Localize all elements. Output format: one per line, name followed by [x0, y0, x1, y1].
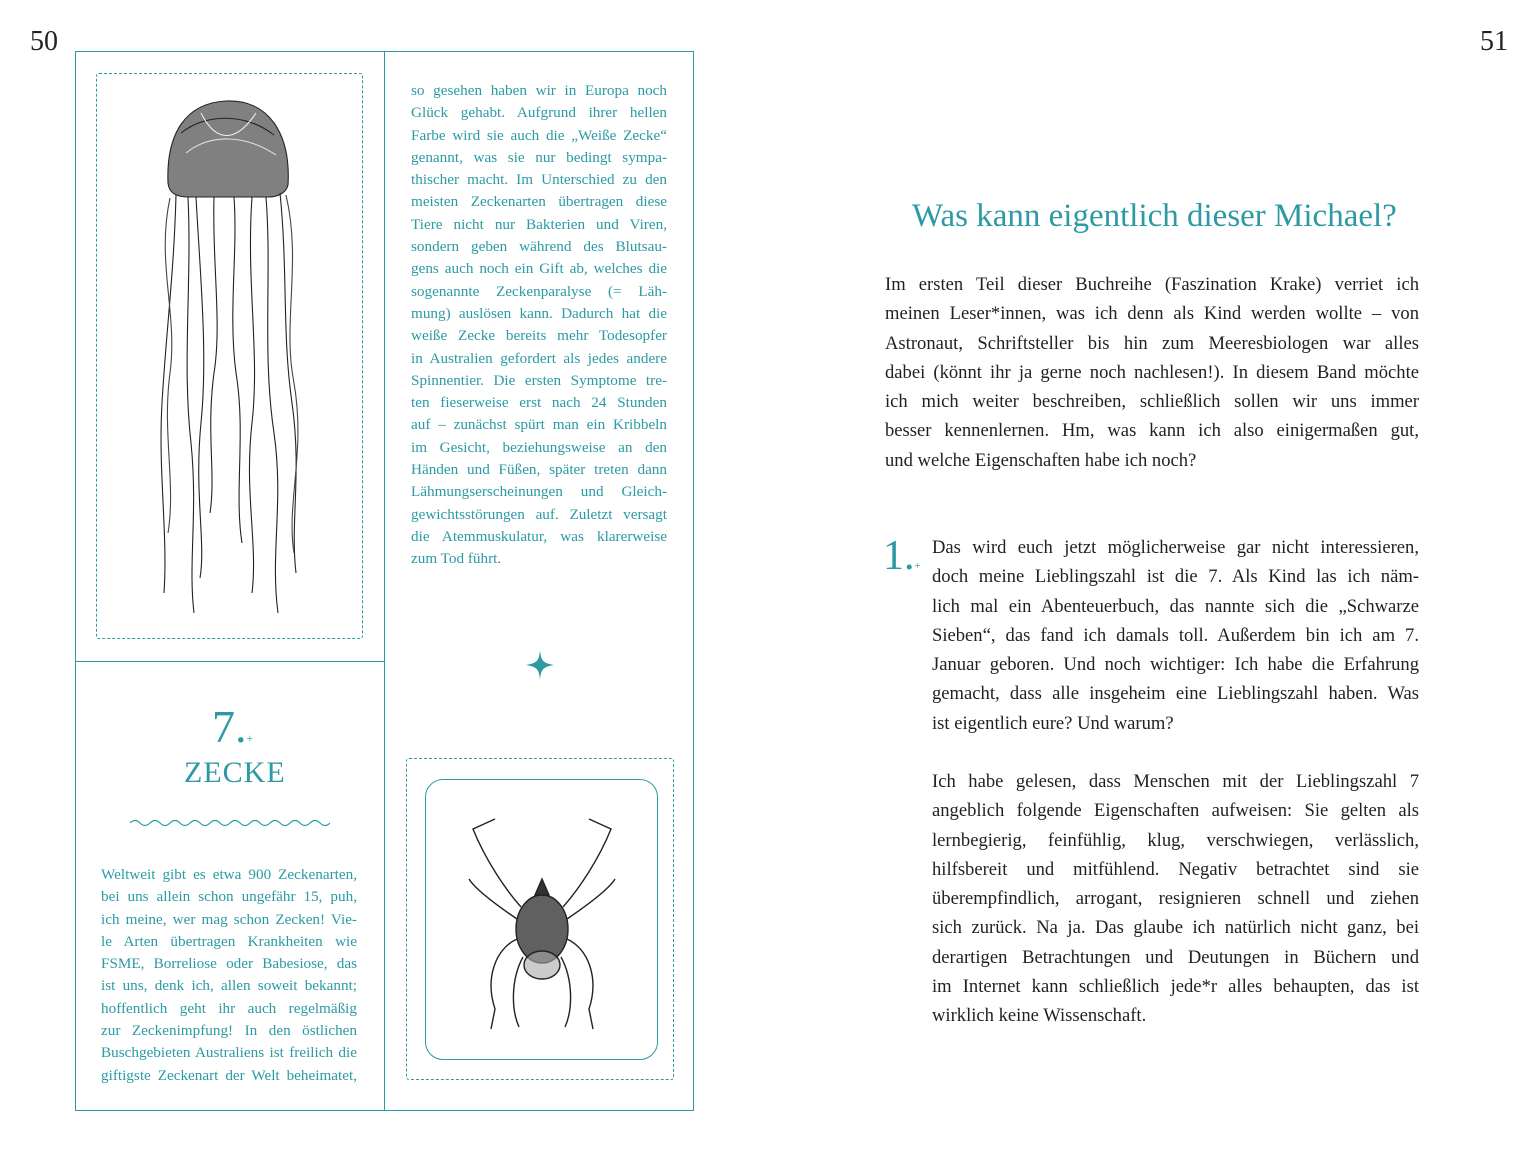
text-line: sondern geben während des Blutsau-: [411, 238, 667, 256]
text-line: ist eigentlich eure? Und warum?: [932, 712, 1174, 734]
page-number-right: 51: [1480, 26, 1508, 57]
text-line: bei uns allein schon ungefähr 15, puh,: [101, 888, 357, 906]
text-line: Farbe wird sie auch die „Weiße Zecke“: [411, 126, 667, 144]
text-line: in Australien gefordert als jedes andere: [411, 349, 667, 367]
text-line: und welche Eigenschaften habe ich noch?: [885, 449, 1197, 471]
text-line: giftigste Zeckenart der Welt beheimatet,: [101, 1066, 357, 1084]
text-line: le Arten übertragen Krankheiten wie: [101, 932, 357, 950]
text-line: ten fieserweise erst nach 24 Stunden: [411, 394, 667, 412]
text-line: mung) auslösen kann. Dadurch hat die: [411, 304, 667, 322]
list-item-number: 1.+: [883, 533, 921, 579]
text-line: Sieben“, das fand ich damals toll. Außerdem bin ich am 7.: [932, 624, 1419, 646]
text-line: Tiere nicht nur Bakterien und Viren,: [411, 215, 667, 233]
text-line: besser kennenlernen. Hm, was kann ich also einigermaßen gut,: [885, 420, 1419, 442]
intro-paragraph: [885, 270, 1419, 475]
text-line: doch meine Lieblingszahl ist die 7. Als Kind las ich näm-: [932, 566, 1419, 588]
wavy-divider: [130, 818, 330, 828]
text-line: ist uns, denk ich, allen soweit bekannt;: [101, 977, 357, 995]
text-line: gemacht, dass alle insgeheim eine Lieblingszahl haben. Was: [932, 683, 1419, 705]
text-line: Das wird euch jetzt möglicherweise gar nicht interessieren,: [932, 537, 1419, 558]
column-divider: [384, 51, 385, 1111]
text-line: überempfindlich, arrogant, resignieren schnell und ziehen: [932, 888, 1419, 910]
text-line: Händen und Füßen, später treten dann: [411, 461, 667, 479]
text-line: genannt, was sie nur bedingt sympa-: [411, 148, 667, 166]
text-line: im Internet kann schließlich jede*r alles behaupten, das ist: [932, 976, 1419, 998]
text-column-right: [411, 80, 667, 571]
text-line: sogenannte Zeckenparalyse (= Läh-: [411, 282, 667, 300]
text-line: wirklich keine Wissenschaft.: [932, 1005, 1147, 1027]
text-line: im Gesicht, beziehungsweise an den: [411, 438, 667, 456]
section-divider: [75, 661, 385, 662]
text-line: so gesehen haben wir in Europa noch: [411, 82, 667, 99]
text-line: dabei (könnt ihr ja gerne noch nachlesen!). In diesem Band möchte: [885, 361, 1419, 383]
item-paragraph-2: [932, 767, 1419, 1031]
text-line: gewichtsstörungen auf. Zuletzt versagt: [411, 505, 667, 523]
text-line: derartigen Betrachtungen und Deutungen in Büchern und: [932, 946, 1419, 968]
text-line: hoffentlich geht ihr auch regelmäßig: [101, 999, 357, 1017]
text-line: angeblich folgende Eigenschaften aufweisen: Sie gelten als: [932, 800, 1419, 822]
text-line: zur Zeckenimpfung! In den östlichen: [101, 1022, 357, 1040]
text-line: Januar geboren. Und noch wichtiger: Ich habe die Erfahrung: [932, 654, 1419, 676]
page-number-left: 50: [30, 26, 58, 57]
text-line: auf – zunächst spürt man ein Kribbeln: [411, 416, 667, 434]
text-line: Lähmungserscheinungen und Gleich-: [411, 483, 667, 501]
page-heading: Was kann eigentlich dieser Michael?: [912, 198, 1397, 234]
text-line: Ich habe gelesen, dass Menschen mit der Lieblingszahl 7: [932, 771, 1419, 792]
text-line: gens auch noch ein Gift ab, welches die: [411, 260, 667, 278]
item-paragraph-1: [932, 533, 1419, 738]
text-line: Im ersten Teil dieser Buchreihe (Faszination Krake) verriet ich: [885, 274, 1419, 295]
text-line: die Atemmuskulatur, was klarerweise: [411, 527, 667, 545]
text-line: ich mich weiter beschreiben, schließlich sollen wir uns immer: [885, 391, 1419, 413]
text-line: Astronaut, Schriftsteller bis hin zum Meeresbiologen war alles: [885, 332, 1419, 354]
text-line: hilfsbereit und mitfühlend. Negativ betrachtet sind sie: [932, 858, 1419, 880]
text-line: weiße Zecke bereits mehr Todesopfer: [411, 327, 667, 345]
tick-illustration: [425, 779, 658, 1060]
text-line: thischer macht. Im Unterschied zu den: [411, 171, 667, 189]
sparkle-icon: [526, 650, 554, 680]
text-line: sich zurück. Na ja. Das glaube ich natürlich nicht ganz, bei: [932, 917, 1419, 939]
box-jellyfish-illustration: [96, 73, 363, 639]
text-column-left: [101, 864, 357, 1087]
text-line: meinen Leser*innen, was ich denn als Kind werden wollte – von: [885, 303, 1419, 325]
text-line: ich meine, wer mag schon Zecken! Vie-: [101, 910, 357, 928]
text-line: Weltweit gibt es etwa 900 Zeckenarten,: [101, 866, 357, 883]
text-line: Buschgebieten Australiens ist freilich die: [101, 1044, 357, 1062]
text-line: Spinnentier. Die ersten Symptome tre-: [411, 371, 667, 389]
text-line: meisten Zeckenarten übertragen diese: [411, 193, 667, 211]
text-line: lich mal ein Abenteuerbuch, das nannte sich die „Schwarze: [932, 595, 1419, 617]
entry-number: 7.+: [212, 701, 254, 752]
text-line: zum Tod führt.: [411, 550, 502, 568]
text-line: FSME, Borreliose oder Babesiose, das: [101, 955, 357, 973]
entry-title: ZECKE: [184, 756, 286, 789]
text-line: Glück gehabt. Aufgrund ihrer hellen: [411, 104, 667, 122]
text-line: lernbegierig, feinfühlig, klug, verschwiegen, verlässlich,: [932, 829, 1419, 851]
